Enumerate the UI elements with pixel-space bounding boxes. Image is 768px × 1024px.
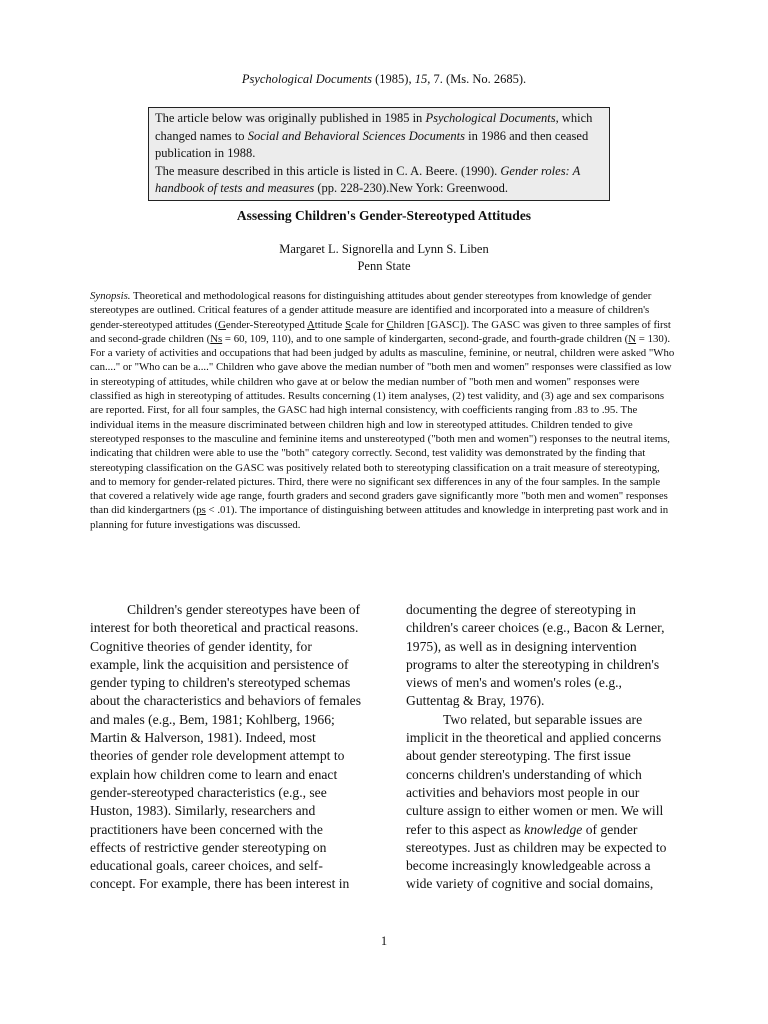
notice-book-title: Gender roles: A handbook of tests and measures xyxy=(155,163,581,195)
journal-citation xyxy=(0,72,768,87)
synopsis-text: N xyxy=(628,332,637,345)
article-title: Assessing Children's Gender-Stereotyped Attitudes xyxy=(236,208,532,223)
synopsis xyxy=(90,289,675,532)
synopsis-text: cale for xyxy=(351,318,387,331)
synopsis-text: ps xyxy=(196,504,206,517)
synopsis-text: ender-Stereotyped xyxy=(225,318,307,331)
journal-volume: 15 xyxy=(414,72,428,86)
page-number: 1 xyxy=(380,934,388,948)
author-block xyxy=(0,241,768,274)
body-column-right xyxy=(406,601,678,894)
author-affiliation: Penn State xyxy=(357,258,411,273)
journal-issue-ms: , 7. (Ms. No. 2685). xyxy=(427,72,527,86)
notice-text: The article below was originally published in 1985 in xyxy=(155,111,426,125)
body-emphasis: knowledge xyxy=(524,821,583,837)
synopsis-text: = 130). For a variety of activities and occupations that had been judged by adults as masculine, feminine, or neutral, children were asked "Who can...." or "Who can be a...." Children who gave above the median number of "both men and women" responses were classified as low in stereotyping of attitudes, while children who gave at or below the median number of "both men and women" responses were classified as high in stereotyping of attitudes. Results concerning (1) item analyses, (2) test validity, and (3) age and sex comparisons are reported. First, for all four samples, the GASC had high internal consistency, with coefficients ranging from .83 to .95. The individual items in the measure discriminated between children high and low in stereotyped attitudes. Children tended to give stereotyped responses to the masculine and feminine items and unstereotyped ("both men and women") responses to the neutral items, indicating that children were able to use the "both" category correctly. Second, test validity was demonstrated by the finding that stereotyping classification on the GASC was positively related both to stereotyping classification on a trait measure of stereotyping, and to memory for gender-related pictures. Third, there were no significant sex differences in any of the four samples. In the sample that covered a relatively wide age range, fourth graders and second graders gave significantly more "both men and women" responses than did kindergartners ( xyxy=(90,332,675,517)
synopsis-text: Ns xyxy=(210,332,223,345)
synopsis-text: = 60, 109, 110), and to one sample of kindergarten, second-grade, and fourth-grade children ( xyxy=(222,332,629,345)
notice-text: The measure described in this article is listed in C. A. Beere. (1990). xyxy=(155,163,501,178)
journal-year: (1985), xyxy=(372,72,415,86)
notice-text: in 1986 and then ceased publication in 1988. xyxy=(155,128,589,160)
body-text: of gender stereotypes. Just as children may be expected to become increasingly knowledgeable across a wide variety of cognitive and social domains, xyxy=(406,821,667,892)
body-paragraph: Children's gender stereotypes have been of interest for both theoretical and practical reasons. Cognitive theories of gender identity, for example, link the acquisition and persistence of gender typing to children's stereotyped schemas about the characteristics and behaviors of females and males (e.g., Bem, 1981; Kohlberg, 1966; Martin & Halverson, 1981). Indeed, most theories of gender role development attempt to explain how children come to learn and enact gender-stereotyped characteristics (e.g., see Huston, 1983). Similarly, researchers and practitioners have been concerned with the effects of restrictive gender stereotyping on educational goals, career choices, and self-concept. For example, there has been interest in xyxy=(90,602,362,892)
body-paragraph: documenting the degree of stereotyping in children's career choices (e.g., Bacon & Lerner, 1975), as well as in designing intervention programs to alter the stereotyping in children's views of men's and women's roles (e.g., Guttentag & Bray, 1976). xyxy=(406,602,665,709)
body-column-left xyxy=(90,601,362,894)
notice-text: , which changed names to xyxy=(155,111,593,143)
notice-new-journal: Social and Behavioral Sciences Documents xyxy=(247,128,465,143)
notice-text: (pp. 228-230).New York: Greenwood. xyxy=(314,181,508,195)
synopsis-text: G xyxy=(218,318,226,331)
synopsis-text: hildren [GASC]). The GASC was given to three samples of first and second-grade children ( xyxy=(90,318,671,345)
author-names: Margaret L. Signorella and Lynn S. Liben xyxy=(279,242,489,256)
publication-notice-box xyxy=(148,107,610,201)
synopsis-text: S xyxy=(345,318,352,331)
body-paragraph xyxy=(406,711,678,894)
body-text: Two related, but separable issues are implicit in the theoretical and applied concerns about gender stereotyping. The first issue concerns children's understanding of which activities and behaviors most people in our culture assign to either women or men. We will refer to this aspect as xyxy=(406,711,664,837)
notice-journal: Psychological Documents xyxy=(425,111,556,125)
synopsis-text: A xyxy=(306,318,315,331)
synopsis-label: Synopsis. xyxy=(90,290,131,302)
synopsis-text: C xyxy=(386,318,394,331)
synopsis-text: < .01). The importance of distinguishing between attitudes and knowledge in interpreting past work and in planning for future investigations was discussed. xyxy=(90,504,669,531)
journal-name: Psychological Documents xyxy=(241,72,372,86)
synopsis-text: Theoretical and methodological reasons for distinguishing attitudes about gender stereotypes from knowledge of gender stereotypes are outlined. Critical features of a gender attitude measure are identified and incorporated into a measure of children's gender-stereotyped attitudes ( xyxy=(90,290,652,331)
synopsis-text: ttitude xyxy=(314,318,346,331)
